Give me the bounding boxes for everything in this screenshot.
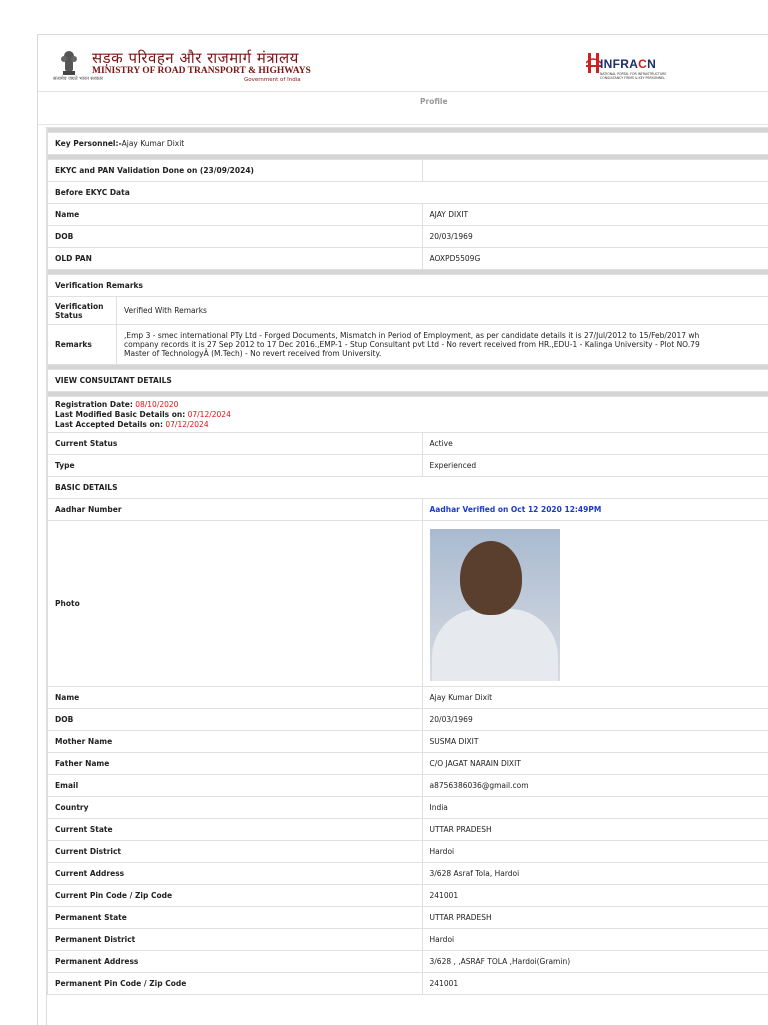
before-ekyc-row xyxy=(48,182,768,204)
emblem-caption: सत्यमेव जयते भारत सरकार xyxy=(53,76,103,82)
detail-row: Permanent Pin Code / Zip Code 241001 xyxy=(48,973,768,995)
detail-row: Current Pin Code / Zip Code 241001 xyxy=(48,885,768,907)
detail-row: Father Name C/O JAGAT NARAIN DIXIT xyxy=(48,753,768,775)
ekyc-row: DOB 20/03/1969 xyxy=(48,226,768,248)
profile-bar xyxy=(38,92,768,125)
ministry-name-english: MINISTRY OF ROAD TRANSPORT & HIGHWAYS xyxy=(92,66,311,76)
verification-title-row: Verification Remarks xyxy=(48,275,768,297)
detail-row: Permanent Address 3/628 , ,ASRAF TOLA ,Hardoi(Gramin) xyxy=(48,951,768,973)
email-value: a8756386036@gmail.com xyxy=(422,775,768,797)
profile-heading: Profile xyxy=(420,97,448,106)
detail-row: Current Address 3/628 Asraf Tola, Hardoi xyxy=(48,863,768,885)
key-personnel-name: Ajay Kumar Dixit xyxy=(122,139,185,148)
detail-row: Current District Hardoi xyxy=(48,841,768,863)
registration-date: 08/10/2020 xyxy=(135,400,178,409)
page-frame xyxy=(37,34,768,1025)
status-row: Type Experienced xyxy=(48,455,768,477)
logo-text: INFRACN xyxy=(600,57,656,71)
detail-row: Country India xyxy=(48,797,768,819)
remarks-row: Remarks ,Emp 3 - smec international PTy Ltd - Forged Documents, Mismatch in Period of Employment, as per candidate details it is 27/Jul/2012 to 15/Feb/2017 wh company records it is 27 Sep 2012 to 17 Dec 2016.,EMP-1 - Stup Consultant pvt Ltd - No revert received from HR.,EDU-1 - Kalinga University - Plot NO.79 Master of TechnologyÂ (M.Tech) - No revert received from University. xyxy=(48,325,768,365)
infracon-logo[interactable] xyxy=(586,51,668,83)
detail-row: Permanent State UTTAR PRADESH xyxy=(48,907,768,929)
ekyc-validation-row xyxy=(48,160,768,182)
verification-status-row: Verification Status Verified With Remarks xyxy=(48,297,768,325)
detail-row: Permanent District Hardoi xyxy=(48,929,768,951)
photo-row: Photo xyxy=(48,521,768,687)
aadhar-row: Aadhar Number Aadhar Verified on Oct 12 2020 12:49PM xyxy=(48,499,768,521)
basic-details-title-row: BASIC DETAILS xyxy=(48,477,768,499)
status-row: Current Status Active xyxy=(48,433,768,455)
ekyc-row: OLD PAN AOXPD5509G xyxy=(48,248,768,270)
detail-row: Current State UTTAR PRADESH xyxy=(48,819,768,841)
consultant-title-row: VIEW CONSULTANT DETAILS xyxy=(48,370,768,392)
ministry-name-hindi: सड़क परिवहन और राजमार्ग मंत्रालय xyxy=(92,48,299,68)
profile-photo xyxy=(430,529,560,681)
accepted-date: 07/12/2024 xyxy=(165,420,208,429)
profile-table xyxy=(47,127,768,995)
detail-row: Mother Name SUSMA DIXIT xyxy=(48,731,768,753)
detail-row: DOB 20/03/1969 xyxy=(48,709,768,731)
ekyc-row: Name AJAY DIXIT xyxy=(48,204,768,226)
logo-tagline: NATIONAL PORTAL FOR INFRASTRUCTURE CONSULTANCY FIRMS & KEY PERSONNEL xyxy=(600,73,670,80)
detail-row: Name Ajay Kumar Dixit xyxy=(48,687,768,709)
key-personnel-label: Key Personnel:- xyxy=(55,139,122,148)
modified-date: 07/12/2024 xyxy=(188,410,231,419)
government-label: Government of India xyxy=(244,77,301,83)
registration-info-row: Registration Date: 08/10/2020 Last Modified Basic Details on: 07/12/2024 Last Accepted Details on: 07/12/2024 xyxy=(48,397,768,433)
key-personnel-row xyxy=(48,133,768,155)
national-emblem-icon xyxy=(58,49,80,79)
aadhar-status: Aadhar Verified on Oct 12 2020 12:49PM xyxy=(422,499,768,521)
remarks-text: ,Emp 3 - smec international PTy Ltd - Forged Documents, Mismatch in Period of Employment, as per candidate details it is 27/Jul/2012 to 15/Feb/2017 wh company records it is 27 Sep 2012 to 17 Dec 2016.,EMP-1 - Stup Consultant pvt Ltd - No revert received from HR.,EDU-1 - Kalinga University - Plot NO.79 Master of TechnologyÂ (M.Tech) - No revert received from University. xyxy=(117,325,768,365)
verification-status-value: Verified With Remarks xyxy=(117,297,768,325)
detail-row: Email a8756386036@gmail.com xyxy=(48,775,768,797)
site-header xyxy=(38,35,768,92)
profile-panel xyxy=(46,127,768,1025)
before-ekyc-label: Before EKYC Data xyxy=(48,182,768,204)
ekyc-validation-label: EKYC and PAN Validation Done on (23/09/2024) xyxy=(48,160,423,182)
